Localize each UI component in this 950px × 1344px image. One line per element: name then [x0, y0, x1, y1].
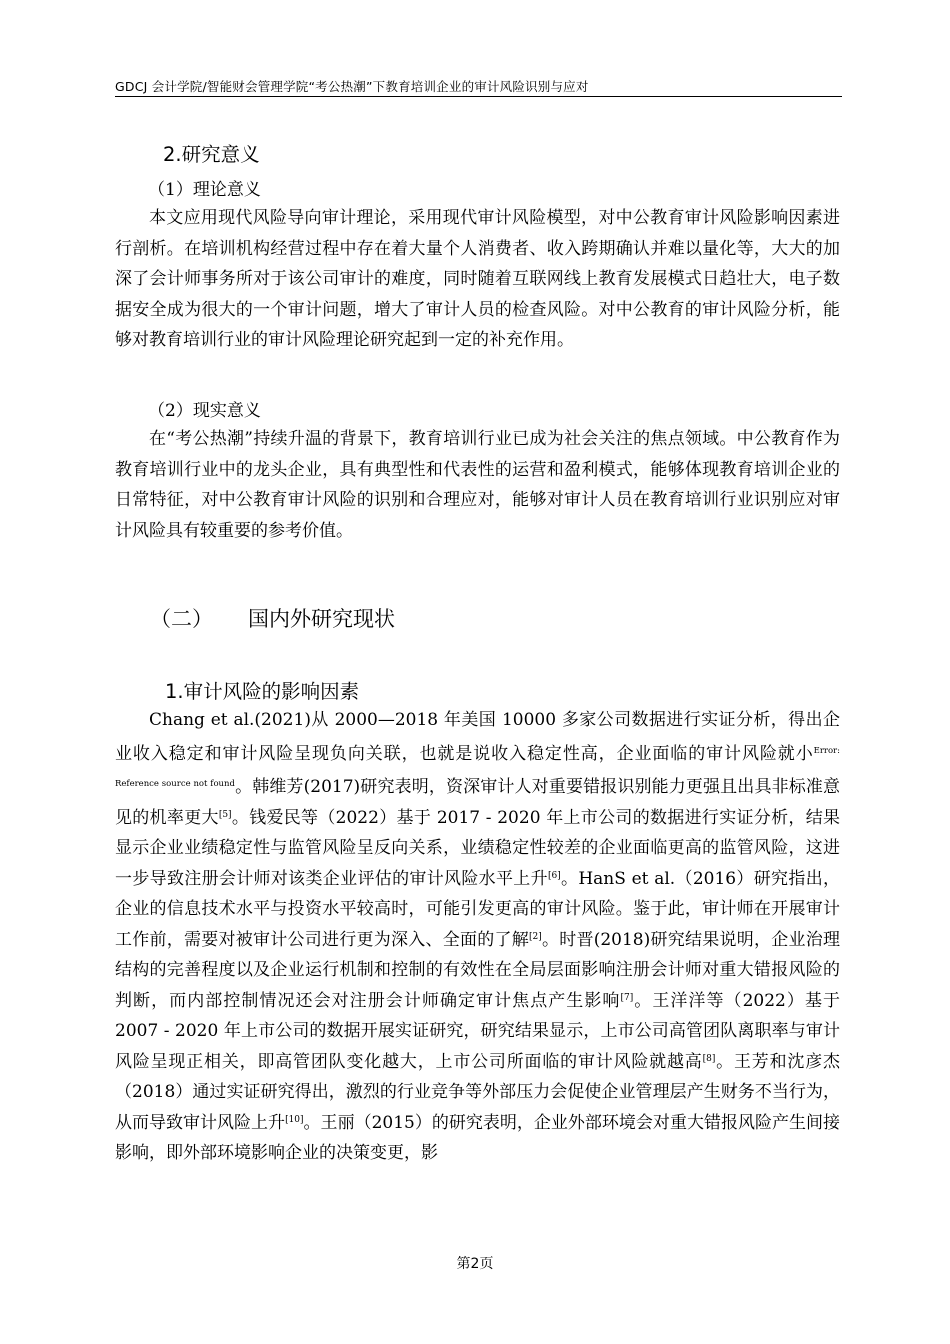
- citation: [8]: [702, 1053, 716, 1064]
- section-title-significance: 2.研究意义: [163, 143, 260, 166]
- citation: [7]: [620, 992, 634, 1003]
- paragraph-factors: [115, 705, 840, 1169]
- paragraph-practice-text: 在“考公热潮”持续升温的背景下，教育培训行业已成为社会关注的焦点领域。中公教育作为教育培训行业中的龙头企业，具有典型性和代表性的运营和盈利模式，能够体现教育培训企业的日常特征，对中公教育审计风险的识别和合理应对，能够对审计人员在教育培训行业识别应对审计风险具有较重要的参考价值。: [115, 429, 840, 541]
- section-title-factors: 1.审计风险的影响因素: [165, 680, 360, 703]
- citation: [2]: [528, 931, 542, 942]
- page-header: GDCJ 会计学院/智能财会管理学院“考公热潮”下教育培训企业的审计风险识别与应对: [115, 79, 589, 94]
- text-segment: 。时晋(2018)研究结果说明，企业治理结构的完善程度以及企业运行机制和控制的有效性在全局层面影响注册会计师对重大错报风险的判断，而内部控制情况还会对注册会计师确定审计焦点产生影响: [115, 929, 841, 1011]
- header-rule: [115, 96, 842, 97]
- section-heading-title: 国内外研究现状: [248, 607, 395, 631]
- citation: [6]: [547, 870, 561, 881]
- citation: [10]: [285, 1114, 304, 1125]
- text-segment: 。王洋洋等（2022）基于 2007 - 2020 年上市公司的数据开展实证研究，研究结果显示，上市公司高管团队离职率与审计风险呈现正相关，即高管团队变化越大，上市公司所面临的审计风险就越高: [115, 990, 841, 1072]
- subheading-theory: （1）理论意义: [148, 180, 261, 200]
- paragraph-practice: [115, 424, 840, 546]
- subheading-practice: （2）现实意义: [148, 401, 261, 421]
- reference-error: Error: Reference source not found: [115, 745, 840, 789]
- text-segment: Chang et al.(2021)从 2000—2018 年美国 10000 多家公司数据进行实证分析，得出企业收入稳定和审计风险呈现负向关联，也就是说收入稳定性高，企业面临的审计风险就小: [115, 710, 840, 764]
- text-segment: 。HanS et al.（2016）研究指出，企业的信息技术水平与投资水平较高时，可能引发更高的审计风险。鉴于此，审计师在开展审计工作前，需要对被审计公司进行更为深入、全面的了解: [115, 868, 841, 950]
- paragraph-theory-text: 本文应用现代风险导向审计理论，采用现代审计风险模型，对中公教育审计风险影响因素进行剖析。在培训机构经营过程中存在着大量个人消费者、收入跨期确认并难以量化等，大大的加深了会计师事务所对于该公司审计的难度，同时随着互联网线上教育发展模式日趋壮大，电子数据安全成为很大的一个审计问题，增大了审计人员的检查风险。对中公教育的审计风险分析，能够对教育培训行业的审计风险理论研究起到一定的补充作用。: [115, 208, 840, 350]
- text-segment: 。韩维芳(2017)研究表明，资深审计人对重要错报识别能力更强且出具非标准意见的机率更大: [115, 777, 840, 828]
- paragraph-factors-text: [115, 705, 840, 1169]
- section-heading-number: （二）: [150, 607, 213, 631]
- paragraph-theory: [115, 203, 840, 356]
- text-segment: 。王丽（2015）的研究表明，企业外部环境会对重大错报风险产生间接影响，即外部环境影响企业的决策变更，影: [115, 1112, 840, 1163]
- citation: [5]: [218, 809, 232, 820]
- text-segment: 。王芳和沈彦杰（2018）通过实证研究得出，激烈的行业竞争等外部压力会促使企业管理层产生财务不当行为，从而导致审计风险上升: [115, 1051, 841, 1133]
- text-segment: 。钱爱民等（2022）基于 2017 - 2020 年上市公司的数据进行实证分析，结果显示企业业绩稳定性与监管风险呈反向关系，业绩稳定性较差的企业面临更高的监管风险，这进一步导致注册会计师对该类企业评估的审计风险水平上升: [115, 807, 841, 889]
- page-number: 第2页: [456, 1256, 494, 1272]
